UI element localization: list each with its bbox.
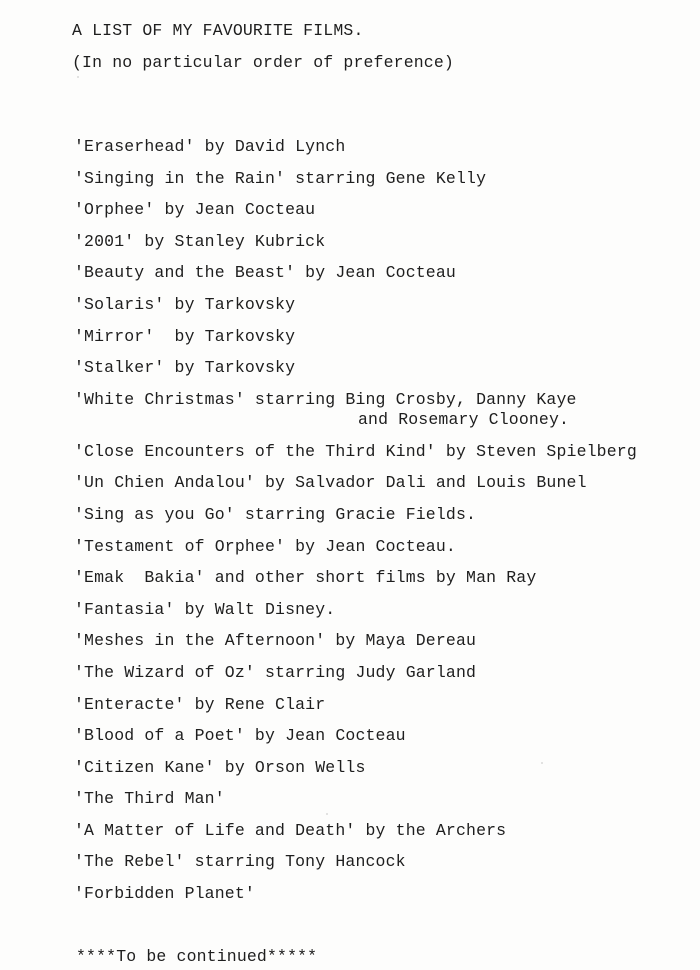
film-entry: [74, 600, 637, 632]
film-entry: [74, 821, 637, 853]
film-entry: [74, 358, 637, 390]
film-entry: [74, 663, 637, 695]
film-entry-text: 'Close Encounters of the Third Kind' by Steven Spielberg: [74, 441, 637, 461]
film-entry: [74, 884, 637, 916]
film-entry-text: 'Meshes in the Afternoon' by Maya Dereau: [74, 631, 477, 651]
document-title: A LIST OF MY FAVOURITE FILMS.: [72, 21, 364, 40]
document-subtitle: (In no particular order of preference): [72, 53, 454, 72]
film-entry: [74, 263, 637, 295]
film-entry-text: 'The Third Man': [74, 789, 225, 809]
paper-speck: [541, 762, 543, 764]
film-entry: [74, 200, 637, 232]
film-entry-text: 'Fantasia' by Walt Disney.: [74, 599, 336, 619]
film-entry-text: 'Beauty and the Beast' by Jean Cocteau: [74, 263, 456, 283]
film-entry-text: 'A Matter of Life and Death' by the Archers: [74, 820, 507, 840]
film-entry-text: 'Un Chien Andalou' by Salvador Dali and Louis Bunel: [74, 473, 587, 493]
film-entry: [74, 232, 637, 264]
film-entry: [74, 295, 637, 327]
film-entry-text: 'Blood of a Poet' by Jean Cocteau: [74, 726, 406, 746]
paper-speck: [77, 76, 79, 78]
film-entry: [74, 390, 637, 442]
film-entry-text: 'White Christmas' starring Bing Crosby, Danny Kaye: [74, 389, 577, 409]
film-entry-text: 'Forbidden Planet': [74, 884, 255, 904]
film-entry: [74, 695, 637, 727]
film-entry: [74, 327, 637, 359]
film-entry: [74, 758, 637, 790]
film-entry: [74, 137, 637, 169]
paper-speck: [326, 813, 328, 815]
film-entry: [74, 442, 637, 474]
film-entry-text: 'Solaris' by Tarkovsky: [74, 294, 296, 314]
film-entry-text: 'Testament of Orphee' by Jean Cocteau.: [74, 536, 456, 556]
film-entry: [74, 169, 637, 201]
film-entry-text: 'Sing as you Go' starring Gracie Fields.: [74, 504, 477, 524]
film-entry-continuation: and Rosemary Clooney.: [358, 409, 570, 429]
film-entry-text: 'Mirror' by Tarkovsky: [74, 326, 296, 346]
film-entry-text: 'The Wizard of Oz' starring Judy Garland: [74, 662, 477, 682]
film-entry: [74, 568, 637, 600]
film-entry-text: 'Stalker' by Tarkovsky: [74, 358, 296, 378]
film-entry-text: 'Eraserhead' by David Lynch: [74, 137, 346, 156]
film-entry-text: 'Singing in the Rain' starring Gene Kelly: [74, 168, 487, 188]
film-entry: [74, 631, 637, 663]
film-entry: [74, 537, 637, 569]
film-entry-text: 'The Rebel' starring Tony Hancock: [74, 852, 406, 872]
film-entry: [74, 789, 637, 821]
film-list: [74, 137, 637, 916]
film-entry: [74, 473, 637, 505]
film-entry: [74, 505, 637, 537]
film-entry: [74, 726, 637, 758]
film-entry-text: '2001' by Stanley Kubrick: [74, 231, 326, 251]
film-entry-text: 'Citizen Kane' by Orson Wells: [74, 757, 366, 777]
film-entry-text: 'Orphee' by Jean Cocteau: [74, 200, 316, 220]
film-entry-text: 'Enteracte' by Rene Clair: [74, 694, 326, 714]
film-entry: [74, 852, 637, 884]
film-entry-text: 'Emak Bakia' and other short films by Man Ray: [74, 568, 537, 588]
continuation-note: ****To be continued*****: [76, 947, 318, 966]
